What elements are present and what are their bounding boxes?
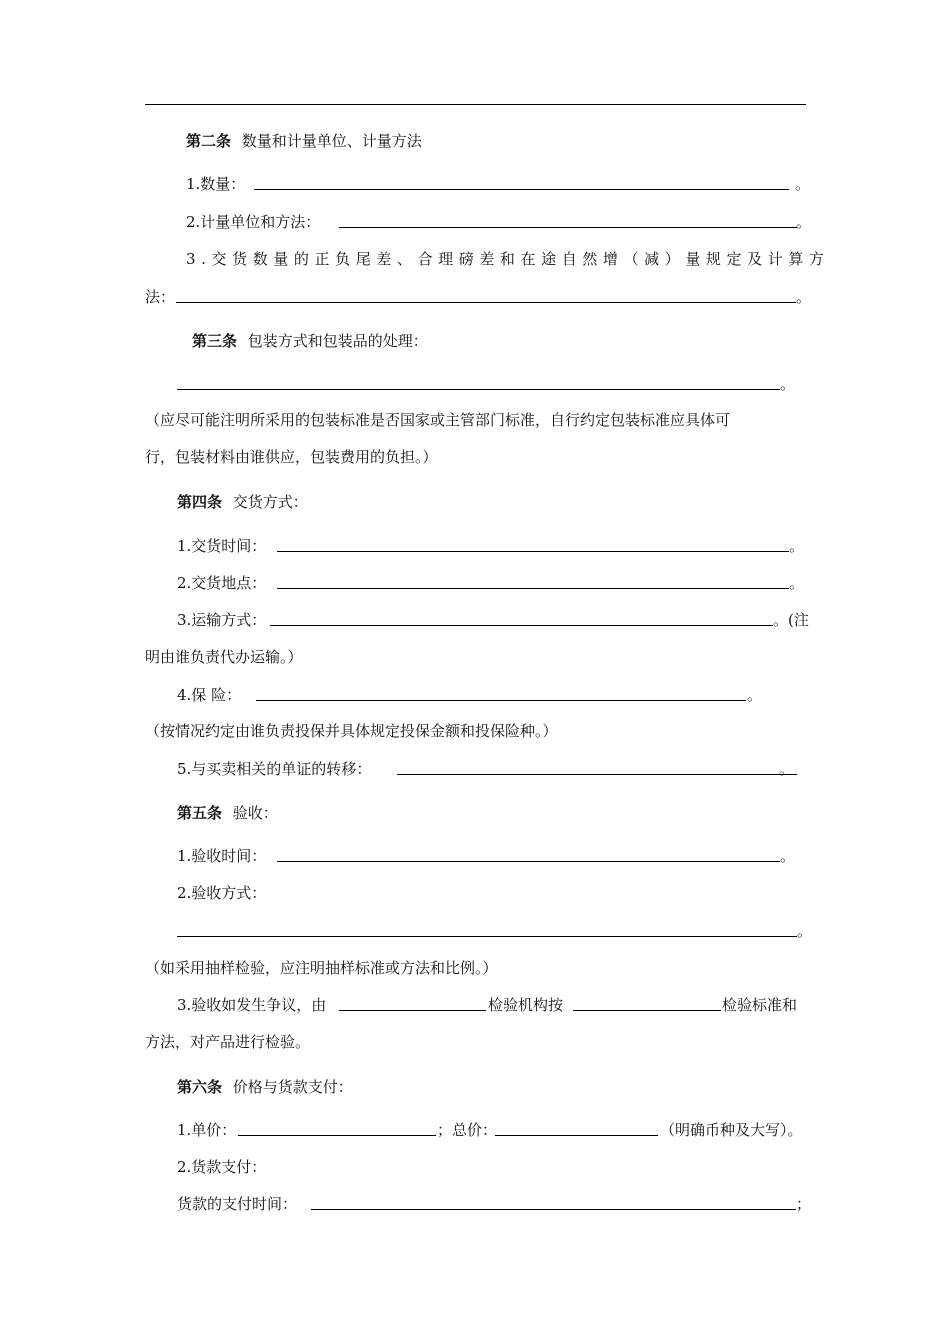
article-text: 包装方式和包装品的处理：: [247, 332, 428, 350]
documents-transfer-label: 5.与买卖相关的单证的转移：: [177, 760, 372, 778]
article-text: 数量和计量单位、计量方法: [241, 132, 422, 150]
packaging-note-line2: 行，包装材料由谁供应，包装费用的负担。）: [145, 448, 438, 466]
dispute-label-cont: 方法，对产品进行检验。: [145, 1033, 311, 1051]
inspection-time-label: 1.验收时间：: [177, 847, 267, 865]
delivery-time-label: 1.交货时间：: [177, 537, 267, 555]
delivery-time-field[interactable]: [277, 551, 789, 552]
dispute-label-mid: 检验机构按: [488, 996, 564, 1014]
dispute-label-end: 检验标准和: [722, 996, 798, 1014]
unit-method-field[interactable]: [339, 227, 797, 228]
article-3-heading: [192, 331, 428, 351]
inspection-method-label: 2.验收方式：: [177, 884, 267, 902]
period: 。: [789, 537, 805, 555]
period: 。: [795, 175, 811, 193]
packaging-note-line1: （应尽可能注明所采用的包装标准是否国家或主管部门标准，自行约定包装标准应具体可: [145, 411, 731, 429]
sampling-note: （如采用抽样检验，应注明抽样标准或方法和比例。）: [145, 959, 498, 977]
currency-note: （明确币种及大写）。: [660, 1121, 803, 1139]
tolerance-label: 3.交货数量的正负尾差、合理磅差和在途自然增（减）量规定及计算方: [186, 250, 830, 268]
quantity-field[interactable]: [254, 189, 789, 190]
period: 。: [789, 574, 805, 592]
article-2-heading: [186, 131, 422, 151]
article-text: 验收：: [232, 804, 278, 822]
dispute-label: 3.验收如发生争议，由: [177, 996, 327, 1014]
transport-note: 明由谁负责代办运输。）: [145, 648, 303, 666]
total-price-label: ；总价：: [437, 1121, 498, 1139]
header-rule: [145, 104, 806, 105]
unit-price-field[interactable]: [238, 1135, 436, 1136]
payment-label: 2.货款支付：: [177, 1158, 267, 1176]
article-title: 第六条: [177, 1078, 223, 1096]
quantity-label: 1.数量：: [186, 175, 246, 193]
article-text: 价格与货款支付：: [232, 1078, 353, 1096]
insurance-field[interactable]: [256, 700, 746, 701]
period: 。: [779, 760, 795, 778]
period: 。: [796, 213, 812, 231]
article-title: 第二条: [186, 132, 232, 150]
delivery-place-label: 2.交货地点：: [177, 574, 267, 592]
packaging-field[interactable]: [177, 389, 780, 390]
transport-note-start: 。(注: [773, 611, 809, 629]
article-5-heading: [177, 803, 278, 823]
period: 。: [797, 922, 813, 940]
insurance-note: （按情况约定由谁负责投保并具体规定投保金额和投保险种。）: [145, 722, 558, 740]
transport-field[interactable]: [270, 625, 773, 626]
unit-method-label: 2.计量单位和方法：: [186, 213, 321, 231]
article-4-heading: [177, 492, 308, 512]
payment-time-field[interactable]: [311, 1209, 796, 1210]
period: 。: [780, 375, 796, 393]
transport-label: 3.运输方式：: [177, 611, 267, 629]
insurance-label: 4.保 险：: [177, 686, 242, 704]
inspection-standard-field[interactable]: [573, 1010, 721, 1011]
article-text: 交货方式：: [232, 493, 308, 511]
period: 。: [747, 686, 763, 704]
tolerance-label-cont: 法：: [145, 288, 176, 306]
unit-price-label: 1.单价：: [177, 1121, 237, 1139]
tolerance-field[interactable]: [176, 302, 796, 303]
inspection-agency-field[interactable]: [339, 1010, 486, 1011]
total-price-field[interactable]: [495, 1135, 658, 1136]
article-6-heading: [177, 1077, 353, 1097]
delivery-place-field[interactable]: [277, 588, 789, 589]
inspection-method-field[interactable]: [177, 936, 797, 937]
article-title: 第三条: [192, 332, 238, 350]
period: 。: [780, 847, 796, 865]
article-title: 第五条: [177, 804, 223, 822]
semicolon: ；: [796, 1195, 812, 1213]
payment-time-label: 货款的支付时间：: [177, 1195, 298, 1213]
inspection-time-field[interactable]: [277, 861, 780, 862]
documents-transfer-field[interactable]: [397, 774, 797, 775]
period: 。: [796, 288, 812, 306]
article-title: 第四条: [177, 493, 223, 511]
